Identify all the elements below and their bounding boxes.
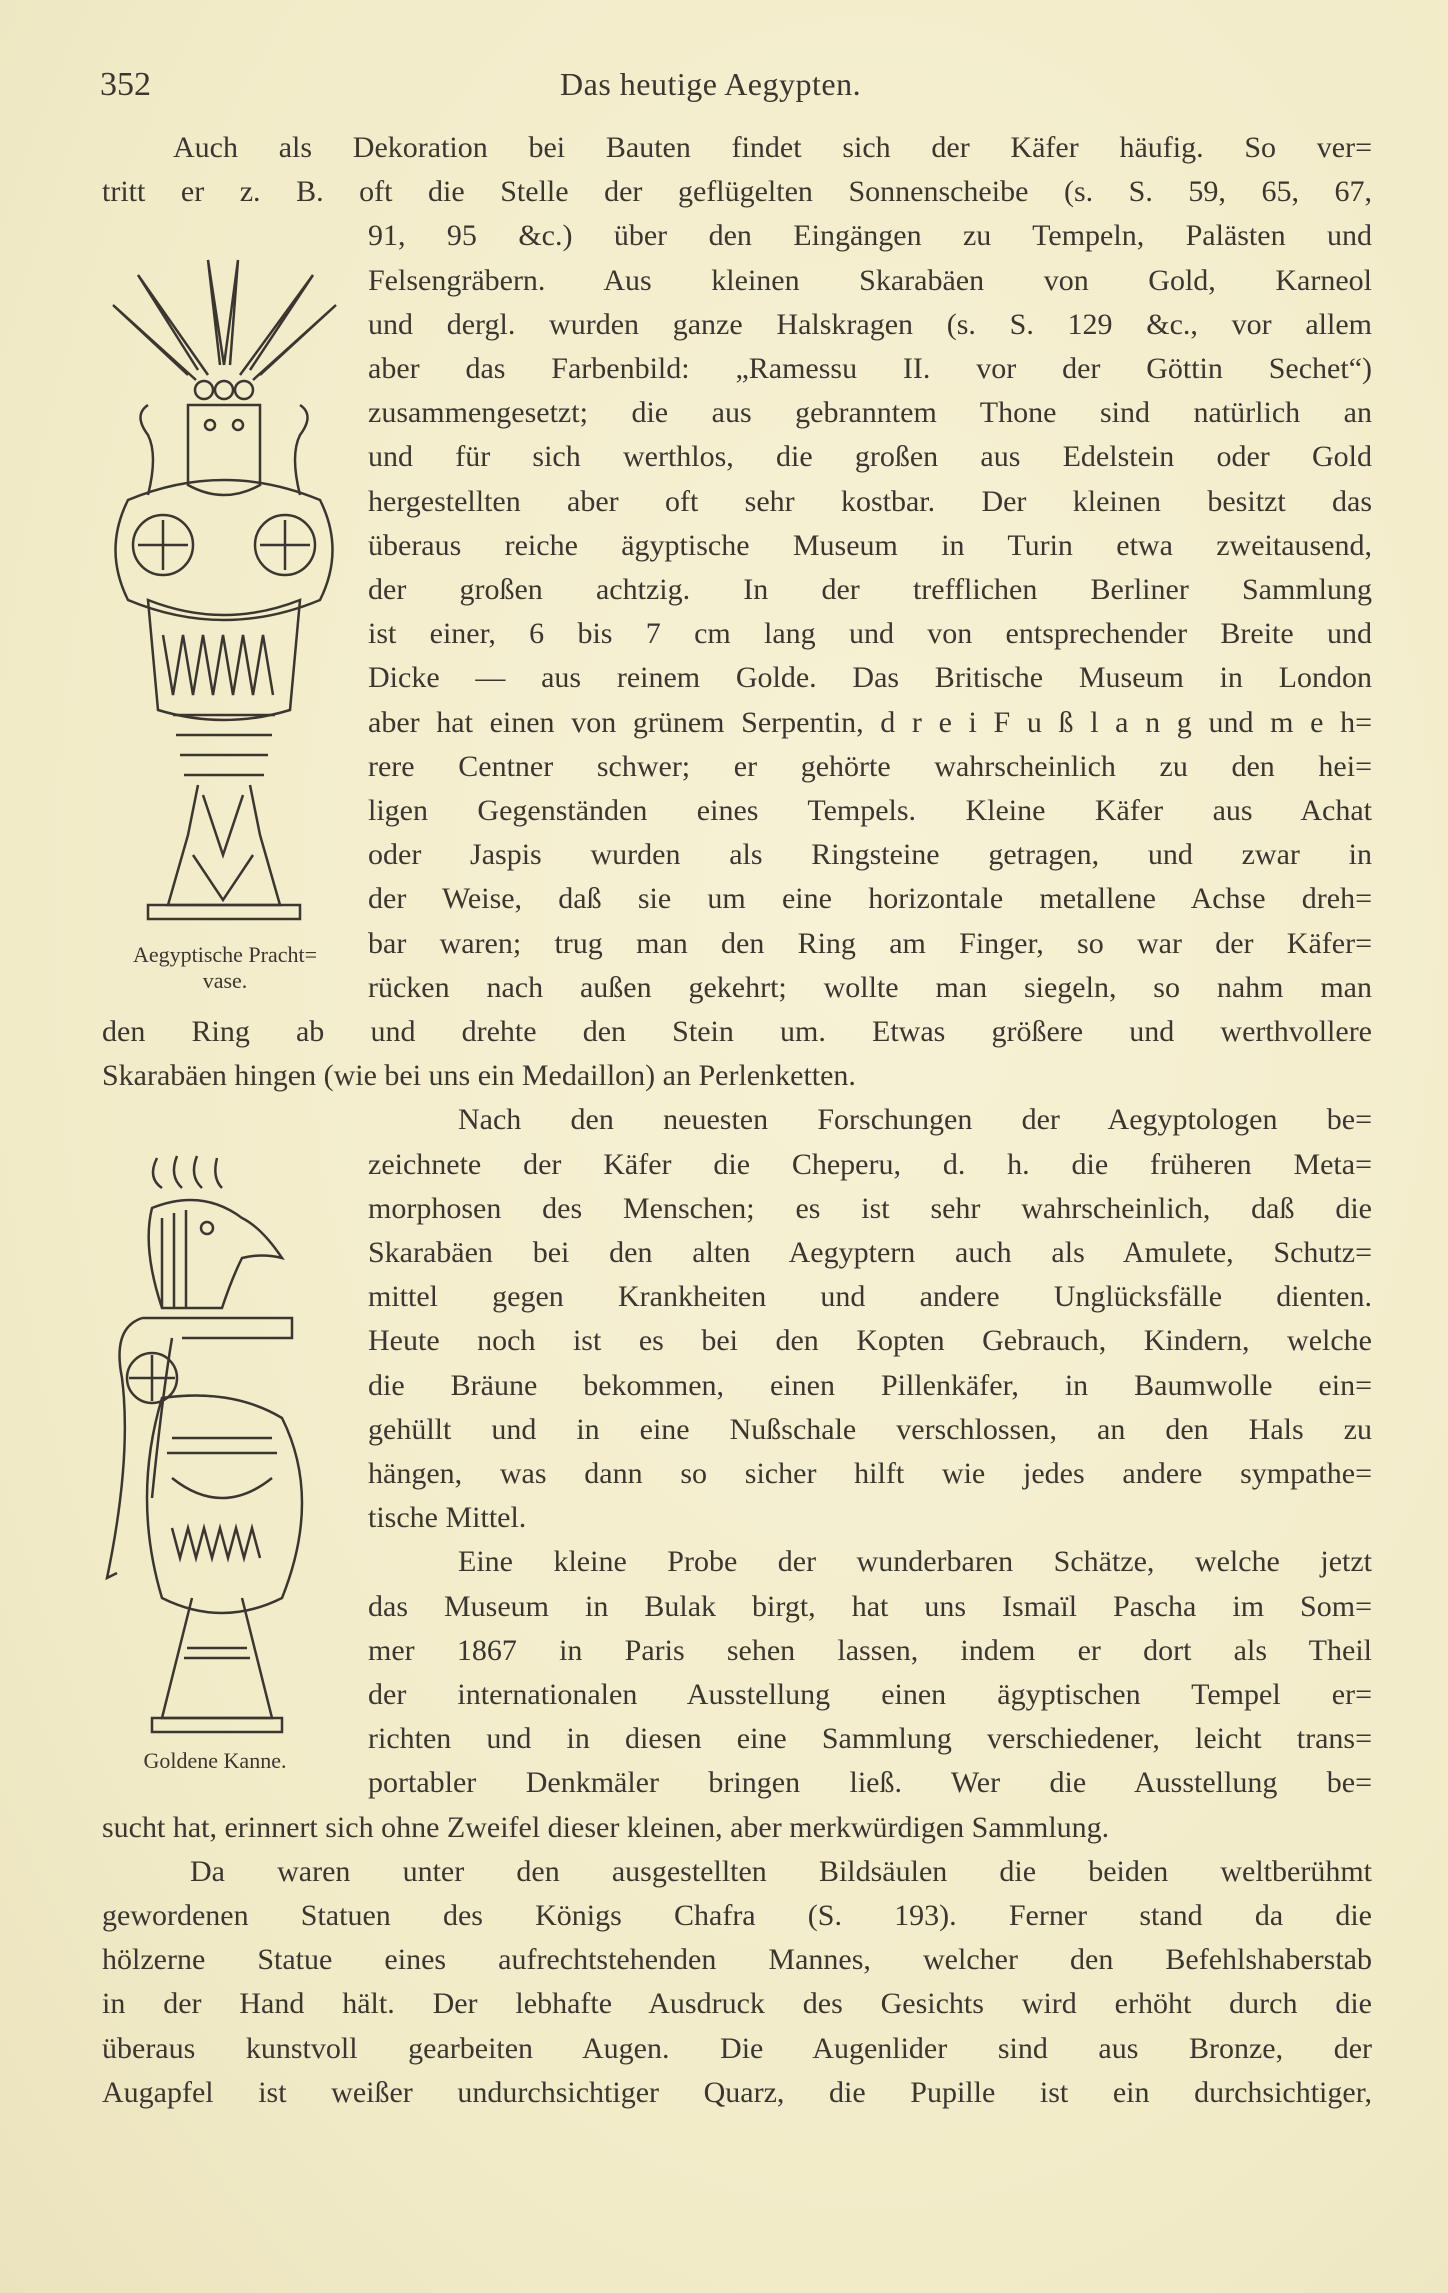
text-line: morphosen des Menschen; es ist sehr wahrscheinlich, daß die: [368, 1191, 1372, 1225]
text-line: ist einer, 6 bis 7 cm lang und von entsprechender Breite und: [368, 617, 1372, 651]
text-line: und dergl. wurden ganze Halskragen (s. S. 129 &c., vor allem: [368, 307, 1372, 341]
text-line: der internationalen Ausstellung einen ägyptischen Tempel er=: [368, 1678, 1372, 1711]
text-line: hölzerne Statue eines aufrechtstehenden Mannes, welcher den Befehlshaberstab: [102, 1943, 1372, 1977]
text-line: rere Centner schwer; er gehörte wahrscheinlich zu den hei=: [368, 749, 1372, 783]
text-line: überaus kunstvoll gearbeiten Augen. Die Augenlider sind aus Bronze, der: [102, 2031, 1372, 2065]
text-line: Heute noch ist es bei den Kopten Gebrauch, Kindern, welche: [368, 1324, 1372, 1358]
text-line: oder Jaspis wurden als Ringsteine getragen, und zwar in: [368, 838, 1372, 872]
text-line: den Ring ab und drehte den Stein um. Etwas größere und werthvollere: [102, 1015, 1372, 1048]
text-line: hergestellten aber oft sehr kostbar. Der kleinen besitzt das: [368, 484, 1372, 518]
text-line: aber hat einen von grünem Serpentin, d r e i F u ß l a n g und m e h=: [368, 705, 1372, 739]
text-line: aber das Farbenbild: „Ramessu II. vor der Göttin Sechet“): [368, 352, 1372, 385]
text-line: überaus reiche ägyptische Museum in Turin etwa zweitausend,: [368, 528, 1372, 562]
text-line: Da waren unter den ausgestellten Bildsäulen die beiden weltberühmt: [190, 1854, 1372, 1888]
text-line: der großen achtzig. In der trefflichen Berliner Sammlung: [368, 573, 1372, 606]
text-line: gehüllt und in eine Nußschale verschlossen, an den Hals zu: [368, 1412, 1372, 1446]
page-number: 352: [100, 66, 151, 103]
text-line: Dicke — aus reinem Golde. Das Britische Museum in London: [368, 661, 1372, 695]
text-line: in der Hand hält. Der lebhafte Ausdruck des Gesichts wird erhöht durch die: [102, 1987, 1372, 2021]
text-line: ligen Gegenständen eines Tempels. Kleine Käfer aus Achat: [368, 794, 1372, 827]
text-line: sucht hat, erinnert sich ohne Zweifel dieser kleinen, aber merkwürdigen Sammlung.: [102, 1810, 1110, 1844]
text-line: Augapfel ist weißer undurchsichtiger Quarz, die Pupille ist ein durchsichtiger,: [102, 2075, 1372, 2109]
text-line: 91, 95 &c.) über den Eingängen zu Tempeln, Palästen und: [368, 219, 1372, 253]
figure-caption-jug: Goldene Kanne.: [143, 1748, 287, 1773]
running-head: Das heutige Aegypten.: [560, 66, 862, 102]
text-line: zeichnete der Käfer die Cheperu, d. h. die früheren Meta=: [368, 1147, 1372, 1181]
golden-jug-illustration: [102, 1148, 322, 1743]
text-line: portabler Denkmäler bringen ließ. Wer die Ausstellung be=: [368, 1766, 1372, 1800]
text-line: gewordenen Statuen des Königs Chafra (S. 193). Ferner stand da die: [102, 1899, 1372, 1932]
text-line: und für sich werthlos, die großen aus Edelstein oder Gold: [368, 440, 1372, 474]
text-line: Skarabäen hingen (wie bei uns ein Medaillon) an Perlenketten.: [102, 1059, 856, 1093]
text-line: Skarabäen bei den alten Aegyptern auch als Amulete, Schutz=: [368, 1236, 1372, 1269]
text-line: zusammengesetzt; die aus gebranntem Thone sind natürlich an: [368, 396, 1372, 430]
text-line: mer 1867 in Paris sehen lassen, indem er dort als Theil: [368, 1633, 1372, 1667]
text-line: bar waren; trug man den Ring am Finger, so war der Käfer=: [368, 926, 1372, 960]
figure-caption-vase: [100, 942, 350, 994]
caption-line: vase.: [202, 968, 248, 993]
text-line: tische Mittel.: [368, 1501, 527, 1535]
text-line: mittel gegen Krankheiten und andere Unglücksfälle dienten.: [368, 1280, 1372, 1314]
text-line: rücken nach außen gekehrt; wollte man siegeln, so nahm man: [368, 970, 1372, 1004]
text-line: der Weise, daß sie um eine horizontale metallene Achse dreh=: [368, 882, 1372, 916]
egyptian-vase-illustration: [108, 255, 340, 945]
text-line: Auch als Dekoration bei Bauten findet sich der Käfer häufig. So ver=: [173, 131, 1372, 164]
text-line: das Museum in Bulak birgt, hat uns Ismaïl Pascha im Som=: [368, 1589, 1372, 1623]
text-line: richten und in diesen eine Sammlung verschiedener, leicht trans=: [368, 1722, 1372, 1756]
text-line: die Bräune bekommen, einen Pillenkäfer, in Baumwolle ein=: [368, 1368, 1372, 1402]
caption-line: Aegyptische Pracht=: [132, 942, 318, 967]
text-line: Felsengräbern. Aus kleinen Skarabäen von Gold, Karneol: [368, 263, 1372, 297]
text-line: hängen, was dann so sicher hilft wie jedes andere sympathe=: [368, 1457, 1372, 1490]
text-line: Eine kleine Probe der wunderbaren Schätze, welche jetzt: [458, 1545, 1372, 1579]
text-line: Nach den neuesten Forschungen der Aegyptologen be=: [458, 1103, 1372, 1137]
text-line: tritt er z. B. oft die Stelle der geflügelten Sonnenscheibe (s. S. 59, 65, 67,: [102, 175, 1372, 209]
